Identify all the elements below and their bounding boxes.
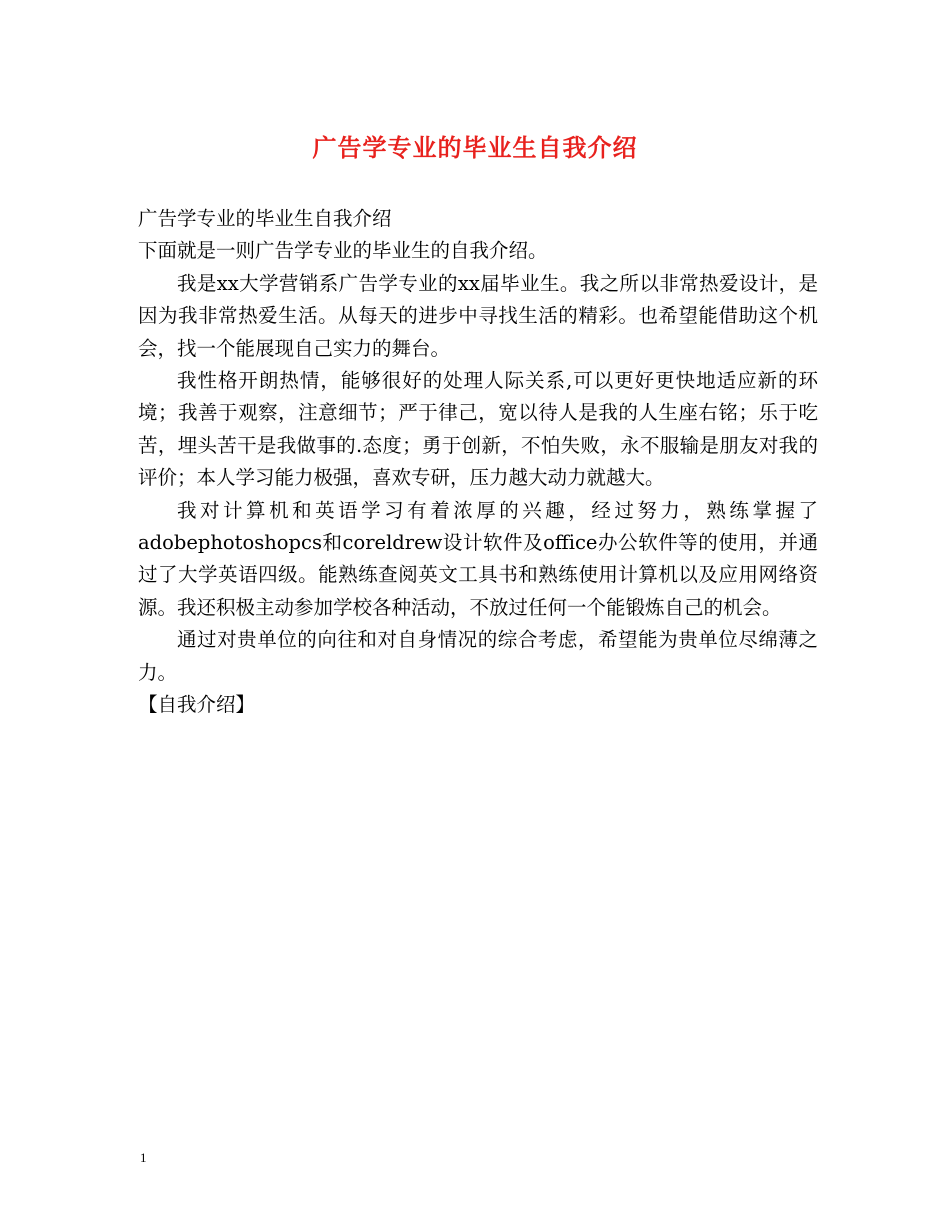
document-title: 广告学专业的毕业生自我介绍 <box>312 134 638 162</box>
paragraph-tag: 【自我介绍】 <box>138 693 256 717</box>
paragraph-closing: 通过对贵单位的向往和对自身情况的综合考虑，希望能为贵单位尽绵薄之力。 <box>138 628 818 684</box>
paragraph-skills: 我对计算机和英语学习有着浓厚的兴趣，经过努力，熟练掌握了adobephotoshopcs和coreldrew设计软件及office办公软件等的使用，并通过了大学英语四级。能熟练查阅英文工具书和熟练使用计算机以及应用网络资源。我还积极主动参加学校各种活动，不放过任何一个能锻炼自己的机会。 <box>138 498 818 619</box>
paragraph-background: 我是xx大学营销系广告学专业的xx届毕业生。我之所以非常热爱设计，是因为我非常热爱生活。从每天的进步中寻找生活的精彩。也希望能借助这个机会，找一个能展现自己实力的舞台。 <box>138 271 818 360</box>
page-number: 1 <box>140 1150 147 1165</box>
paragraph-personality: 我性格开朗热情，能够很好的处理人际关系,可以更好更快地适应新的环境；我善于观察，注意细节；严于律己，宽以待人是我的人生座右铭；乐于吃苦，埋头苦干是我做事的.态度；勇于创新，不怕失败，永不服输是朋友对我的评价；本人学习能力极强，喜欢专研，压力越大动力就越大。 <box>138 369 818 490</box>
paragraph-intro: 下面就是一则广告学专业的毕业生的自我介绍。 <box>138 239 548 263</box>
paragraph-heading: 广告学专业的毕业生自我介绍 <box>138 207 392 230</box>
document-body <box>138 203 818 722</box>
